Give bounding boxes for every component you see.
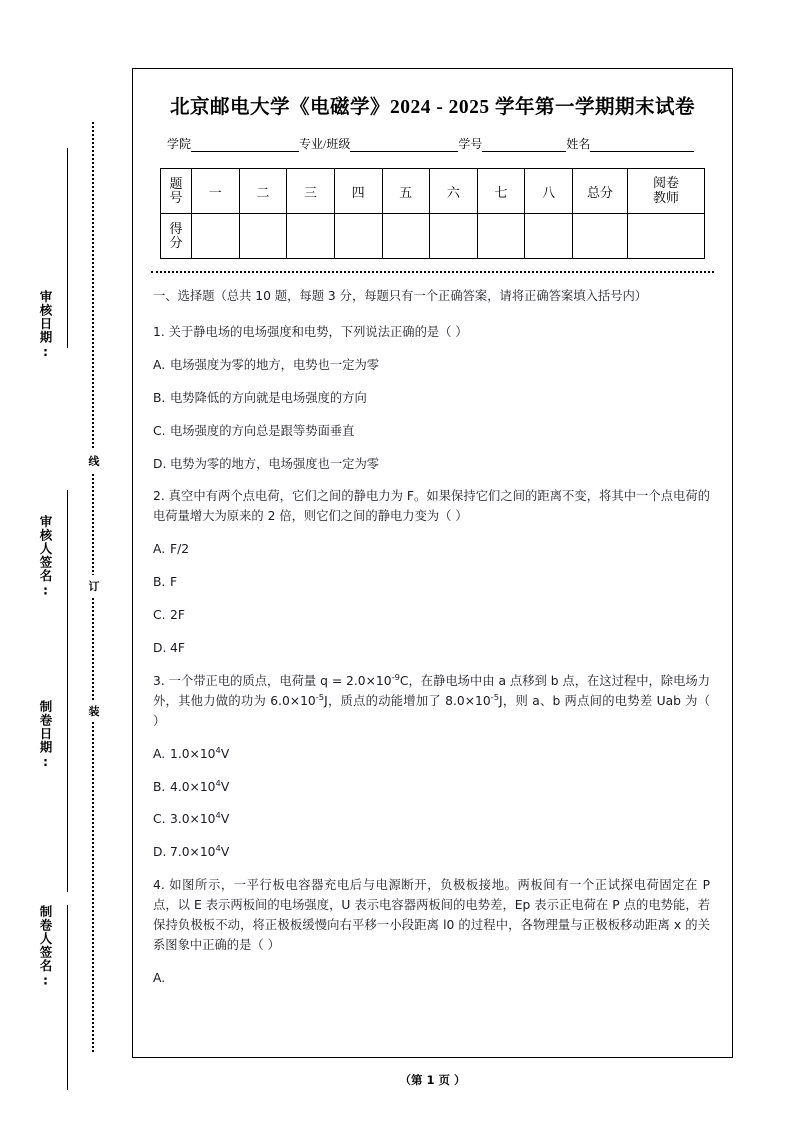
- score-cell-3[interactable]: [287, 214, 335, 259]
- table-row: [161, 214, 705, 259]
- q3-exp-3: -5: [490, 691, 500, 702]
- question-2-text: 2. 真空中有两个点电荷，它们之间的静电力为 F。如果保持它们之间的距离不变，将其中一个点电荷的电荷量增大为原来的 2 倍，则它们之间的静电力变为（ ）: [153, 489, 710, 524]
- fold-mark-ding: 订: [85, 575, 103, 597]
- fold-mark-zhuang: 装: [85, 700, 103, 722]
- question-1-option-b[interactable]: [153, 389, 710, 409]
- option-exponent: 4: [215, 744, 221, 755]
- score-cell-6[interactable]: [430, 214, 478, 259]
- col-header-1: 一: [192, 169, 240, 214]
- col-header-8: 八: [525, 169, 573, 214]
- question-2-option-b[interactable]: [153, 573, 710, 593]
- option-exponent: 4: [215, 843, 221, 854]
- section-divider: [151, 271, 714, 273]
- option-letter: C.: [153, 812, 166, 827]
- reviewer-signature-label: 审核人签名:: [38, 515, 53, 599]
- col-header-4: 四: [334, 169, 382, 214]
- student-info-row: [167, 135, 704, 152]
- option-letter: A.: [153, 970, 166, 985]
- option-mantissa: 1.0×10: [170, 746, 216, 761]
- option-text: 电势降低的方向就是电场强度的方向: [170, 390, 367, 405]
- score-cell-1[interactable]: [192, 214, 240, 259]
- row-header-score: 得 分: [161, 214, 192, 259]
- signature-rule-1: [67, 148, 68, 348]
- q3-part-1: 3. 一个带正电的质点，电荷量 q = 2.0×10: [153, 673, 392, 688]
- question-1-option-a[interactable]: [153, 356, 710, 376]
- score-cell-total[interactable]: [573, 214, 628, 259]
- question-3-option-a[interactable]: [153, 745, 710, 765]
- page-title: 北京邮电大学《电磁学》2024 - 2025 学年第一学期期末试卷: [169, 97, 696, 118]
- score-cell-2[interactable]: [239, 214, 287, 259]
- row-header-question-no: 题 号: [161, 169, 192, 214]
- field-major-class-label: 专业/班级: [299, 137, 351, 151]
- option-letter: A.: [153, 357, 166, 372]
- page-footer: （第 1 页 ）: [399, 1073, 466, 1087]
- field-college-label: 学院: [167, 137, 192, 151]
- option-mantissa: 3.0×10: [170, 812, 216, 827]
- field-name: [566, 135, 694, 152]
- option-text: F: [170, 575, 178, 590]
- option-exponent: 4: [215, 777, 221, 788]
- option-mantissa: 7.0×10: [170, 845, 216, 860]
- option-text: 2F: [170, 608, 185, 623]
- col-header-grader: 阅卷 教师: [628, 169, 705, 214]
- option-letter: B.: [153, 390, 166, 405]
- field-name-input[interactable]: [590, 138, 694, 152]
- field-student-id-input[interactable]: [482, 138, 566, 152]
- signature-rule-4: [67, 905, 68, 1090]
- score-cell-8[interactable]: [525, 214, 573, 259]
- field-major-class-input[interactable]: [350, 138, 458, 152]
- option-letter: D.: [153, 456, 167, 471]
- question-1-text: 1. 关于静电场的电场强度和电势，下列说法正确的是（ ）: [153, 324, 468, 339]
- signature-rule-2: [67, 490, 68, 700]
- option-exponent: 4: [215, 810, 221, 821]
- fold-mark-xian: 线: [85, 450, 103, 472]
- section-heading-choice: 一、选择题（总共 10 题，每题 3 分，每题只有一个正确答案，请将正确答案填入括号内）: [153, 289, 648, 303]
- review-date-label: 审核日期:: [38, 290, 53, 360]
- col-header-6: 六: [430, 169, 478, 214]
- option-mantissa: 4.0×10: [170, 779, 216, 794]
- score-cell-5[interactable]: [382, 214, 430, 259]
- option-letter: C.: [153, 608, 166, 623]
- q3-part-3: J，质点的动能增加了 8.0×10: [324, 693, 491, 708]
- col-header-5: 五: [382, 169, 430, 214]
- question-4-text: 4. 如图所示，一平行板电容器充电后与电源断开，负极板接地。两板间有一个正试探电荷固定在 P 点，以 E 表示两板间的电场强度，U 表示电容器两板间的电势差，Ep 表示正电荷在 P 点的电势能，若保持负极板不动，将正极板缓慢向右平移一小段距离 l0 的过程中，各物理量与正极板移动距离 x 的关系图象中正确的是（ ）: [153, 878, 710, 952]
- paper-maker-signature-label: 制卷人签名:: [38, 905, 53, 989]
- signature-rule-3: [67, 700, 68, 892]
- score-cell-4[interactable]: [334, 214, 382, 259]
- q3-exp-1: -9: [391, 671, 400, 682]
- option-unit: V: [220, 845, 230, 860]
- option-letter: A.: [153, 746, 166, 761]
- question-3-option-c[interactable]: [153, 810, 710, 830]
- col-header-total: 总分: [573, 169, 628, 214]
- option-text: 电场强度的方向总是跟等势面垂直: [170, 423, 355, 438]
- field-student-id-label: 学号: [458, 137, 483, 151]
- option-unit: V: [220, 746, 230, 761]
- q3-part-4: J，则 a、b 两点间的电势差 Uab 为（ ）: [153, 693, 710, 728]
- option-letter: B.: [153, 779, 166, 794]
- option-text: 4F: [170, 640, 185, 655]
- score-cell-7[interactable]: [477, 214, 525, 259]
- question-3-text: [153, 672, 710, 732]
- exam-paper-body: [132, 68, 733, 1058]
- question-2-option-d[interactable]: [153, 639, 710, 659]
- q3-part-2: C，在静电场中由 a 点移到 b 点，在这过程中，除电场力外，其他力做的功为 6.0×10: [153, 673, 710, 708]
- option-text: 电场强度为零的地方，电势也一定为零: [170, 357, 380, 372]
- option-letter: C.: [153, 423, 166, 438]
- score-table: [160, 168, 705, 259]
- field-college-input[interactable]: [191, 138, 299, 152]
- col-header-3: 三: [287, 169, 335, 214]
- col-header-7: 七: [477, 169, 525, 214]
- option-unit: V: [220, 812, 230, 827]
- option-letter: D.: [153, 845, 167, 860]
- option-text: 电势为零的地方，电场强度也一定为零: [170, 456, 380, 471]
- binding-margin: [0, 0, 132, 1122]
- field-student-id: [458, 135, 566, 152]
- question-3-option-b[interactable]: [153, 778, 710, 798]
- col-header-2: 二: [239, 169, 287, 214]
- option-letter: A.: [153, 542, 166, 557]
- question-body: [149, 287, 716, 989]
- table-row: [161, 169, 705, 214]
- paper-made-date-label: 制卷日期:: [38, 700, 53, 770]
- question-1-option-c[interactable]: [153, 422, 710, 442]
- score-cell-grader[interactable]: [628, 214, 705, 259]
- question-4-option-a[interactable]: [153, 969, 710, 989]
- question-3-option-d[interactable]: [153, 843, 710, 863]
- q3-exp-2: -5: [315, 691, 325, 702]
- option-text: F/2: [170, 542, 190, 557]
- option-unit: V: [220, 779, 230, 794]
- field-college: [167, 135, 299, 152]
- question-1-option-d[interactable]: [153, 455, 710, 475]
- field-name-label: 姓名: [566, 137, 591, 151]
- question-2-option-c[interactable]: [153, 606, 710, 626]
- field-major-class: [299, 135, 458, 152]
- option-letter: B.: [153, 575, 166, 590]
- question-2-option-a[interactable]: [153, 540, 710, 560]
- option-letter: D.: [153, 640, 167, 655]
